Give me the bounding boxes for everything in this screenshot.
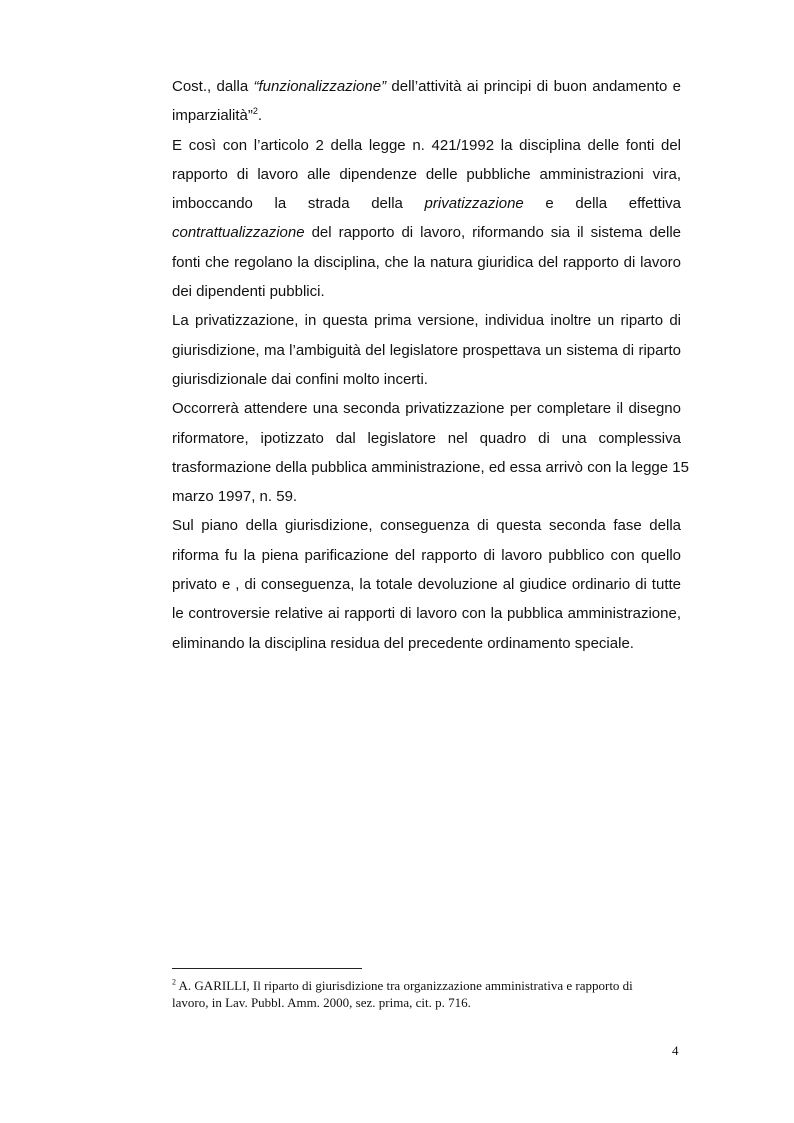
text-line: Occorrerà attendere una seconda privatizzazione per completare il disegno bbox=[172, 400, 681, 418]
text-line: La privatizzazione, in questa prima versione, individua inoltre un riparto di bbox=[172, 312, 681, 330]
main-text bbox=[172, 72, 689, 658]
text-line: privato e , di conseguenza, la totale devoluzione al giudice ordinario di tutte bbox=[172, 576, 681, 594]
footnote-separator bbox=[172, 968, 362, 969]
page-number: 4 bbox=[672, 1043, 679, 1058]
text-run: dell’attività ai principi di buon andamento e bbox=[386, 78, 681, 95]
text-line: Sul piano della giurisdizione, conseguenza di questa seconda fase della bbox=[172, 517, 681, 535]
paragraph bbox=[172, 394, 689, 511]
text-line: giurisdizione, ma l’ambiguità del legislatore prospettava un sistema di riparto bbox=[172, 341, 681, 359]
footnote bbox=[172, 977, 681, 1011]
text-run: . bbox=[257, 107, 263, 125]
footnote-text: A. GARILLI, Il riparto di giurisdizione tra organizzazione amministrativa e rapporto di bbox=[176, 978, 633, 993]
text-line: marzo 1997, n. 59. bbox=[172, 488, 298, 506]
text-line: eliminando la disciplina residua del precedente ordinamento speciale. bbox=[172, 634, 634, 652]
text-run: imparzialità” bbox=[172, 107, 253, 125]
text-line: dei dipendenti pubblici. bbox=[172, 283, 325, 301]
paragraph bbox=[172, 511, 681, 657]
text-line: fonti che regolano la disciplina, che la natura giuridica del rapporto di lavoro bbox=[172, 253, 681, 271]
italic-text: contrattualizzazione bbox=[172, 224, 305, 242]
footnote-line: lavoro, in Lav. Pubbl. Amm. 2000, sez. prima, cit. p. 716. bbox=[172, 995, 471, 1010]
text-run: Cost., dalla bbox=[172, 78, 254, 95]
text-line: rapporto di lavoro alle dipendenze delle pubbliche amministrazioni vira, bbox=[172, 165, 681, 183]
text-run: e della effettiva bbox=[523, 195, 682, 213]
paragraph bbox=[172, 306, 681, 394]
paragraph bbox=[172, 72, 681, 131]
text-line bbox=[172, 72, 681, 101]
text-run: del rapporto di lavoro, riformando sia il sistema delle bbox=[304, 224, 681, 242]
text-line: E così con l’articolo 2 della legge n. 421/1992 la disciplina delle fonti del bbox=[172, 136, 681, 154]
text-line: le controversie relative ai rapporti di lavoro con la pubblica amministrazione, bbox=[172, 605, 681, 623]
paragraph bbox=[172, 131, 681, 307]
text-line: riforma fu la piena parificazione del rapporto di lavoro pubblico con quello bbox=[172, 546, 681, 564]
text-line: riformatore, ipotizzato dal legislatore nel quadro di una complessiva bbox=[172, 429, 681, 447]
footnote-reference[interactable]: 2 bbox=[252, 106, 258, 117]
footnote-line bbox=[172, 977, 681, 994]
footnote-number: 2 bbox=[172, 977, 176, 987]
text-line bbox=[172, 101, 681, 130]
text-line bbox=[172, 218, 681, 247]
italic-text: privatizzazione bbox=[424, 195, 524, 213]
text-line bbox=[172, 189, 681, 218]
text-line: giurisdizionale dai confini molto incerti. bbox=[172, 370, 428, 388]
italic-text: “funzionalizzazione” bbox=[253, 78, 387, 95]
text-line: trasformazione della pubblica amministrazione, ed essa arrivò con la legge 15 bbox=[172, 458, 689, 476]
text-run: imboccando la strada della bbox=[172, 195, 425, 213]
